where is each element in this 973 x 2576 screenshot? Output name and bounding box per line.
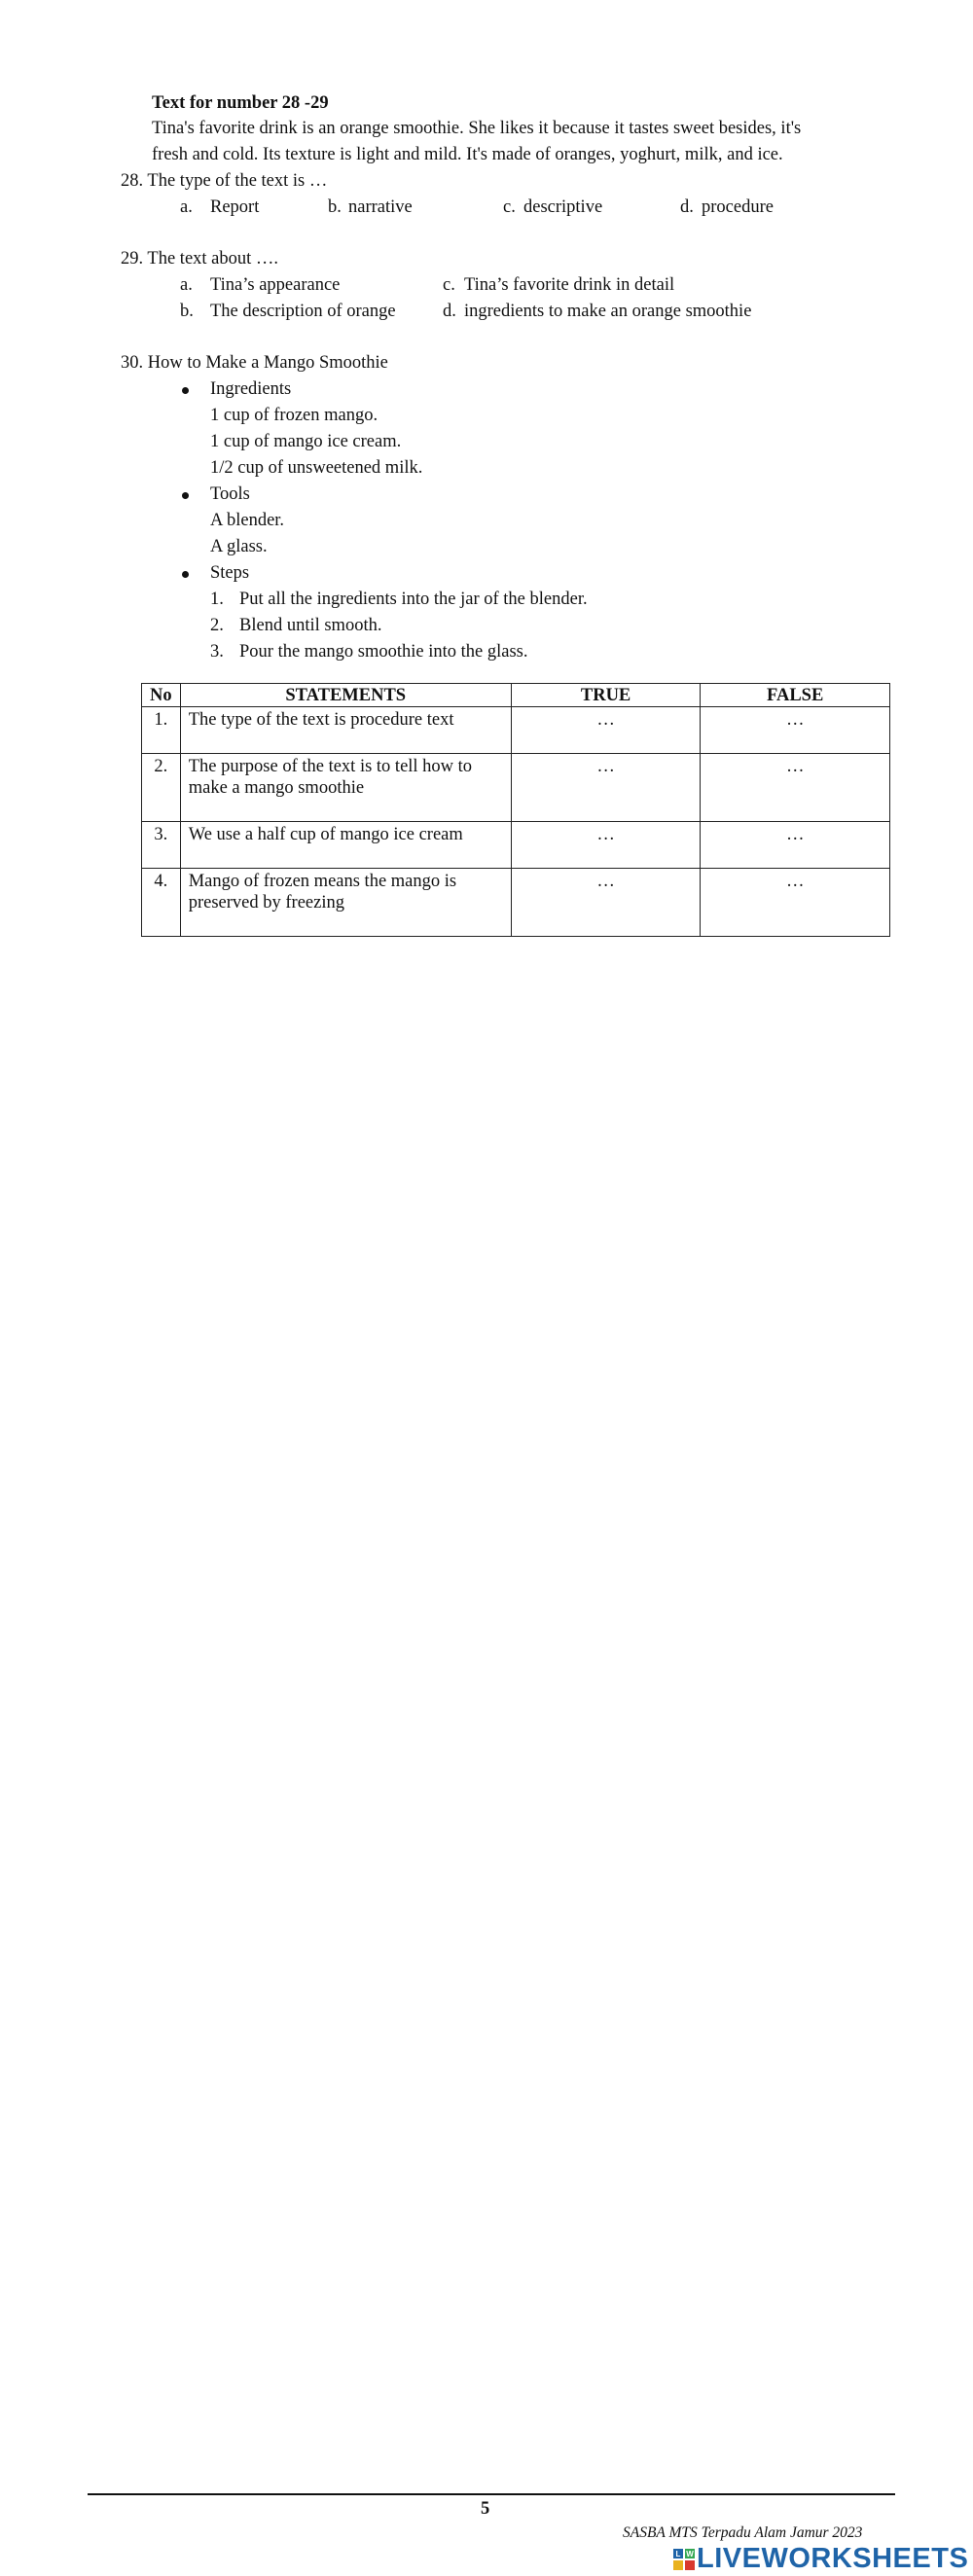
column-header-no: No: [142, 684, 181, 707]
q28-option-b[interactable]: narrative: [348, 197, 413, 217]
ingredient-item: 1/2 cup of unsweetened milk.: [210, 458, 423, 478]
true-answer-blank[interactable]: …: [511, 707, 701, 754]
q29-option-a-letter: a.: [180, 275, 193, 295]
question-29: 29. The text about ….: [121, 249, 279, 268]
passage-heading: Text for number 28 -29: [152, 93, 329, 113]
q28-option-d-letter: d.: [680, 197, 694, 217]
true-answer-blank[interactable]: …: [511, 754, 701, 822]
step-number: 1.: [210, 590, 224, 609]
q28-option-c[interactable]: descriptive: [523, 197, 603, 217]
ingredient-item: 1 cup of frozen mango.: [210, 406, 378, 425]
table-row: [142, 869, 890, 937]
passage-line-2: fresh and cold. Its texture is light and mild. It's made of oranges, yoghurt, milk, and ice.: [152, 145, 783, 164]
true-answer-blank[interactable]: …: [511, 822, 701, 869]
row-statement: The type of the text is procedure text: [180, 707, 511, 754]
q29-option-a[interactable]: Tina’s appearance: [210, 275, 341, 295]
bullet-icon: [182, 387, 189, 394]
step-text: Pour the mango smoothie into the glass.: [239, 642, 528, 662]
row-statement: Mango of frozen means the mango is preserved by freezing: [180, 869, 511, 937]
tools-label: Tools: [210, 484, 250, 504]
page-number: 5: [481, 2499, 490, 2519]
q28-option-c-letter: c.: [503, 197, 516, 217]
column-header-false: FALSE: [701, 684, 890, 707]
svg-text:L: L: [675, 2550, 681, 2558]
svg-text:W: W: [686, 2550, 694, 2558]
q28-option-d[interactable]: procedure: [702, 197, 774, 217]
footer-rule: [88, 2493, 895, 2495]
table-row: [142, 754, 890, 822]
column-header-statements: STATEMENTS: [180, 684, 511, 707]
question-28: 28. The type of the text is …: [121, 171, 328, 191]
bullet-icon: [182, 492, 189, 499]
q28-option-b-letter: b.: [328, 197, 342, 217]
table-row: [142, 707, 890, 754]
footer-school-label: SASBA MTS Terpadu Alam Jamur 2023: [623, 2524, 863, 2541]
liveworksheets-brand[interactable]: LIVEWORKSHEETS: [697, 2543, 969, 2574]
false-answer-blank[interactable]: …: [701, 754, 890, 822]
row-statement: We use a half cup of mango ice cream: [180, 822, 511, 869]
step-text: Put all the ingredients into the jar of the blender.: [239, 590, 588, 609]
q29-option-d[interactable]: ingredients to make an orange smoothie: [464, 302, 752, 321]
column-header-true: TRUE: [511, 684, 701, 707]
ingredients-label: Ingredients: [210, 379, 292, 399]
liveworksheets-logo-icon: [673, 2549, 695, 2570]
ingredient-item: 1 cup of mango ice cream.: [210, 432, 402, 451]
passage-line-1: Tina's favorite drink is an orange smoothie. She likes it because it tastes sweet besides, it's: [152, 119, 802, 138]
steps-label: Steps: [210, 563, 250, 583]
q29-option-b[interactable]: The description of orange: [210, 302, 396, 321]
q29-option-b-letter: b.: [180, 302, 194, 321]
q28-option-a-letter: a.: [180, 197, 193, 217]
row-number: 4.: [142, 869, 181, 937]
table-row: [142, 822, 890, 869]
false-answer-blank[interactable]: …: [701, 822, 890, 869]
row-number: 2.: [142, 754, 181, 822]
true-false-table: [141, 683, 890, 937]
q29-option-c[interactable]: Tina’s favorite drink in detail: [464, 275, 675, 295]
false-answer-blank[interactable]: …: [701, 869, 890, 937]
row-number: 3.: [142, 822, 181, 869]
row-number: 1.: [142, 707, 181, 754]
step-number: 2.: [210, 616, 224, 635]
bullet-icon: [182, 571, 189, 578]
true-answer-blank[interactable]: …: [511, 869, 701, 937]
q28-option-a[interactable]: Report: [210, 197, 260, 217]
step-text: Blend until smooth.: [239, 616, 382, 635]
q29-option-c-letter: c.: [443, 275, 455, 295]
q29-option-d-letter: d.: [443, 302, 456, 321]
tool-item: A glass.: [210, 537, 268, 556]
false-answer-blank[interactable]: …: [701, 707, 890, 754]
question-30: 30. How to Make a Mango Smoothie: [121, 353, 388, 373]
step-number: 3.: [210, 642, 224, 662]
tool-item: A blender.: [210, 511, 285, 530]
table-header-row: [142, 684, 890, 707]
row-statement: The purpose of the text is to tell how to make a mango smoothie: [180, 754, 511, 822]
